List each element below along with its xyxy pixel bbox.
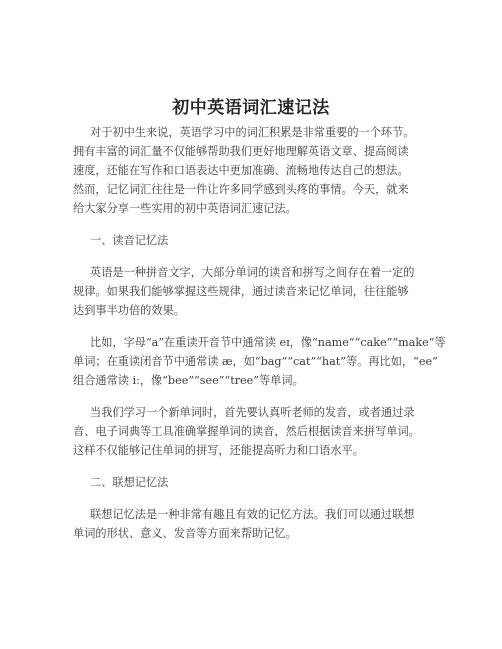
paragraph-line: 联想记忆法是一种非常有趣且有效的记忆方法。我们可以通过联想: [90, 508, 415, 521]
paragraph-line: 比如，字母“a”在重读开音节中通常读 eɪ，像“name”“cake”“make”等: [90, 336, 446, 349]
paragraph-line: 组合通常读 iː，像“bee”“see”“tree”等单词。: [73, 374, 304, 387]
paragraph-line: 然而，记忆词汇往往是一件让许多同学感到头疼的事情。今天，就来: [73, 183, 409, 196]
paragraph-line: 给大家分享一些实用的初中英语词汇速记法。: [73, 202, 297, 215]
paragraph-line: 音、电子词典等工具准确掌握单词的读音，然后根据读音来拼写单词。: [73, 425, 420, 438]
paragraph-line: 这样不仅能够记住单词的拼写，还能提高听力和口语水平。: [73, 444, 364, 457]
paragraph-line: 单词；在重读闭音节中通常读 æ，如“bag”“cat”“hat”等。再比如，“ee”: [73, 355, 438, 368]
paragraph-line: 规律。如果我们能够掌握这些规律，通过读音来记忆单词，往往能够: [73, 285, 409, 298]
paragraph-line: 对于初中生来说，英语学习中的词汇积累是非常重要的一个环节。: [90, 126, 415, 139]
paragraph-line: 单词的形状、意义、发音等方面来帮助记忆。: [73, 527, 297, 540]
paragraph-line: 拥有丰富的词汇量不仅能够帮助我们更好地理解英语文章、提高阅读: [73, 145, 409, 158]
document-title: 初中英语词汇速记法: [172, 98, 330, 118]
paragraph-line: 英语是一种拼音文字，大部分单词的读音和拼写之间存在着一定的: [90, 266, 415, 279]
paragraph-line: 达到事半功倍的效果。: [73, 304, 185, 317]
section-heading: 一、读音记忆法: [90, 234, 169, 247]
paragraph-line: 速度，还能在写作和口语表达中更加准确、流畅地传达自己的想法。: [73, 164, 409, 177]
paragraph-line: 当我们学习一个新单词时，首先要认真听老师的发音，或者通过录: [90, 406, 415, 419]
section-heading: 二、联想记忆法: [90, 476, 169, 489]
